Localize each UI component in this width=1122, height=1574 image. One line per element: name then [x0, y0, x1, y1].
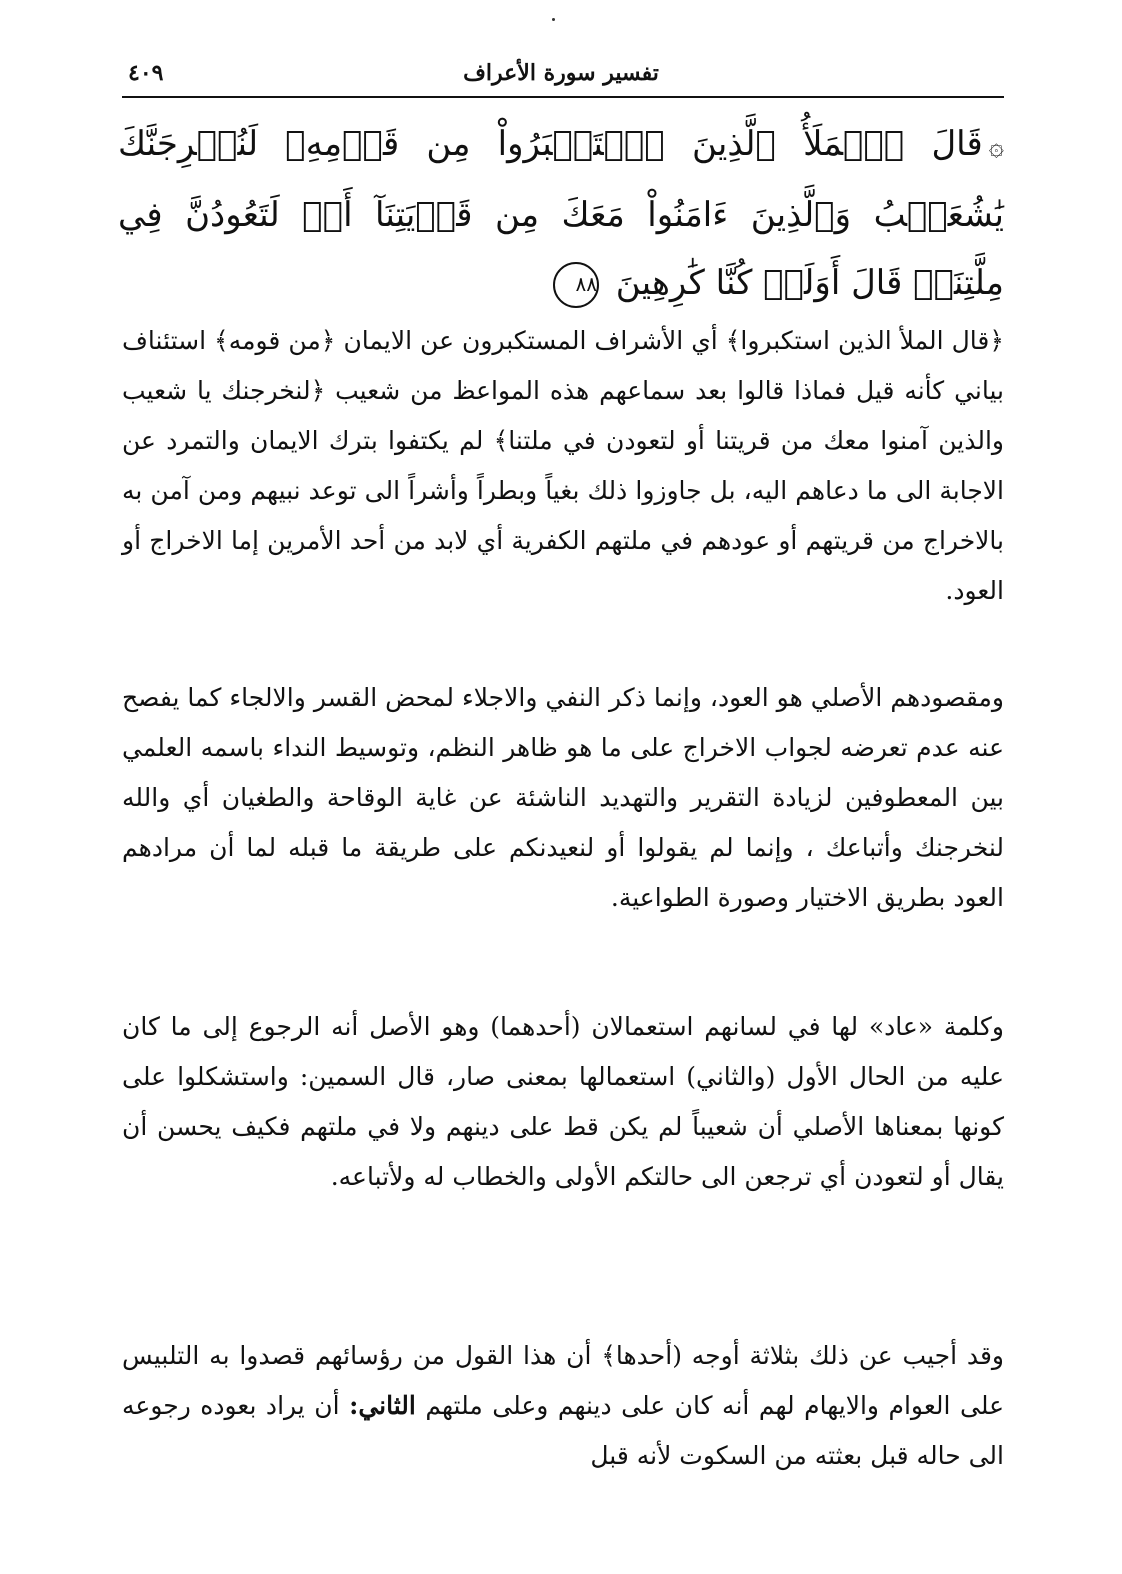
commentary-paragraph-2: ومقصودهم الأصلي هو العود، وإنما ذكر النفي والاجلاء لمحض القسر والالجاء كما يفصح عنه عدم تعرضه لجواب الاخراج على ما هو ظاهر النظم، وتوسيط النداء باسمه العلمي بين المعطوفين لزيادة التقرير والتهديد الناشئة عن غاية الوقاحة والطغيان أي والله لنخرجنك وأتباعك ، وإنما لم يقولوا أو لنعيدنكم على طريقة ما قبله لما أن مرادهم العود بطريق الاختيار وصورة الطواعية. [122, 683, 1004, 912]
quran-verse [118, 110, 1004, 317]
paragraph-4-main: وقد أجيب عن ذلك بثلاثة أوجه (أحدها﴾ أن هذا القول من رؤسائهم قصدوا به التلبيس على العوام والايهام لهم أنه كان على دينهم وعلى ملتهم [122, 1341, 1005, 1420]
commentary-paragraph-3: وكلمة «عاد» لها في لسانهم استعمالان (أحدهما) وهو الأصل أنه الرجوع إلى ما كان عليه من الحال الأول (والثاني) استعمالها بمعنى صار، قال السمين: واستشكلوا على كونها بمعناها الأصلي أن شعيباً لم يكن قط على دينهم ولا في ملتهم فكيف يحسن أن يقال أو لتعودن أي ترجعن الى حالتكم الأولى والخطاب له ولأتباعه. [122, 1012, 1005, 1191]
paragraph-4-lead: الثاني: [349, 1391, 416, 1420]
running-title: تفسير سورة الأعراف [463, 60, 659, 86]
running-header [122, 56, 1000, 92]
page-number: ٤٠٩ [128, 60, 164, 86]
commentary-paragraph-1: ﴿قال الملأ الذين استكبروا﴾ أي الأشراف المستكبرون عن الايمان ﴿من قومه﴾ استئناف بياني كأنه قيل فماذا قالوا بعد سماعهم هذه المواعظ من شعيب ﴿لنخرجنك يا شعيب والذين آمنوا معك من قريتنا أو لتعودن في ملتنا﴾ لم يكتفوا بترك الايمان والتمرد عن الاجابة الى ما دعاهم اليه، بل جاوزوا ذلك بغياً وبطراً وأشراً الى توعد نبيهم ومن آمن به بالاخراج من قريتهم أو عودهم في ملتهم الكفرية أي لابد من أحد الأمرين إما الاخراج أو العود. [122, 326, 1004, 605]
print-dot [552, 18, 555, 21]
ayah-number-marker: ٨٨ [553, 262, 599, 308]
paragraph-4-rest: أن يراد بعوده رجوعه الى حاله قبل بعثته من السكوت لأنه قبل [122, 1391, 1004, 1470]
header-rule [122, 96, 1004, 98]
verse-text: قَالَ ٱلۡمَلَأُ ٱلَّذِينَ ٱسۡتَكۡبَرُواْ مِن قَوۡمِهِۦ لَنُخۡرِجَنَّكَ يَٰشُعَيۡبُ وَٱلَّذِينَ ءَامَنُواْ مَعَكَ مِن قَرۡيَتِنَآ أَوۡ لَتَعُودُنَّ فِي مِلَّتِنَاۚ قَالَ أَوَلَوۡ كُنَّا كَٰرِهِينَ [118, 124, 1004, 303]
rub-el-hizb-icon: ۞ [988, 132, 1004, 162]
commentary-paragraph-4 [122, 1331, 1004, 1481]
